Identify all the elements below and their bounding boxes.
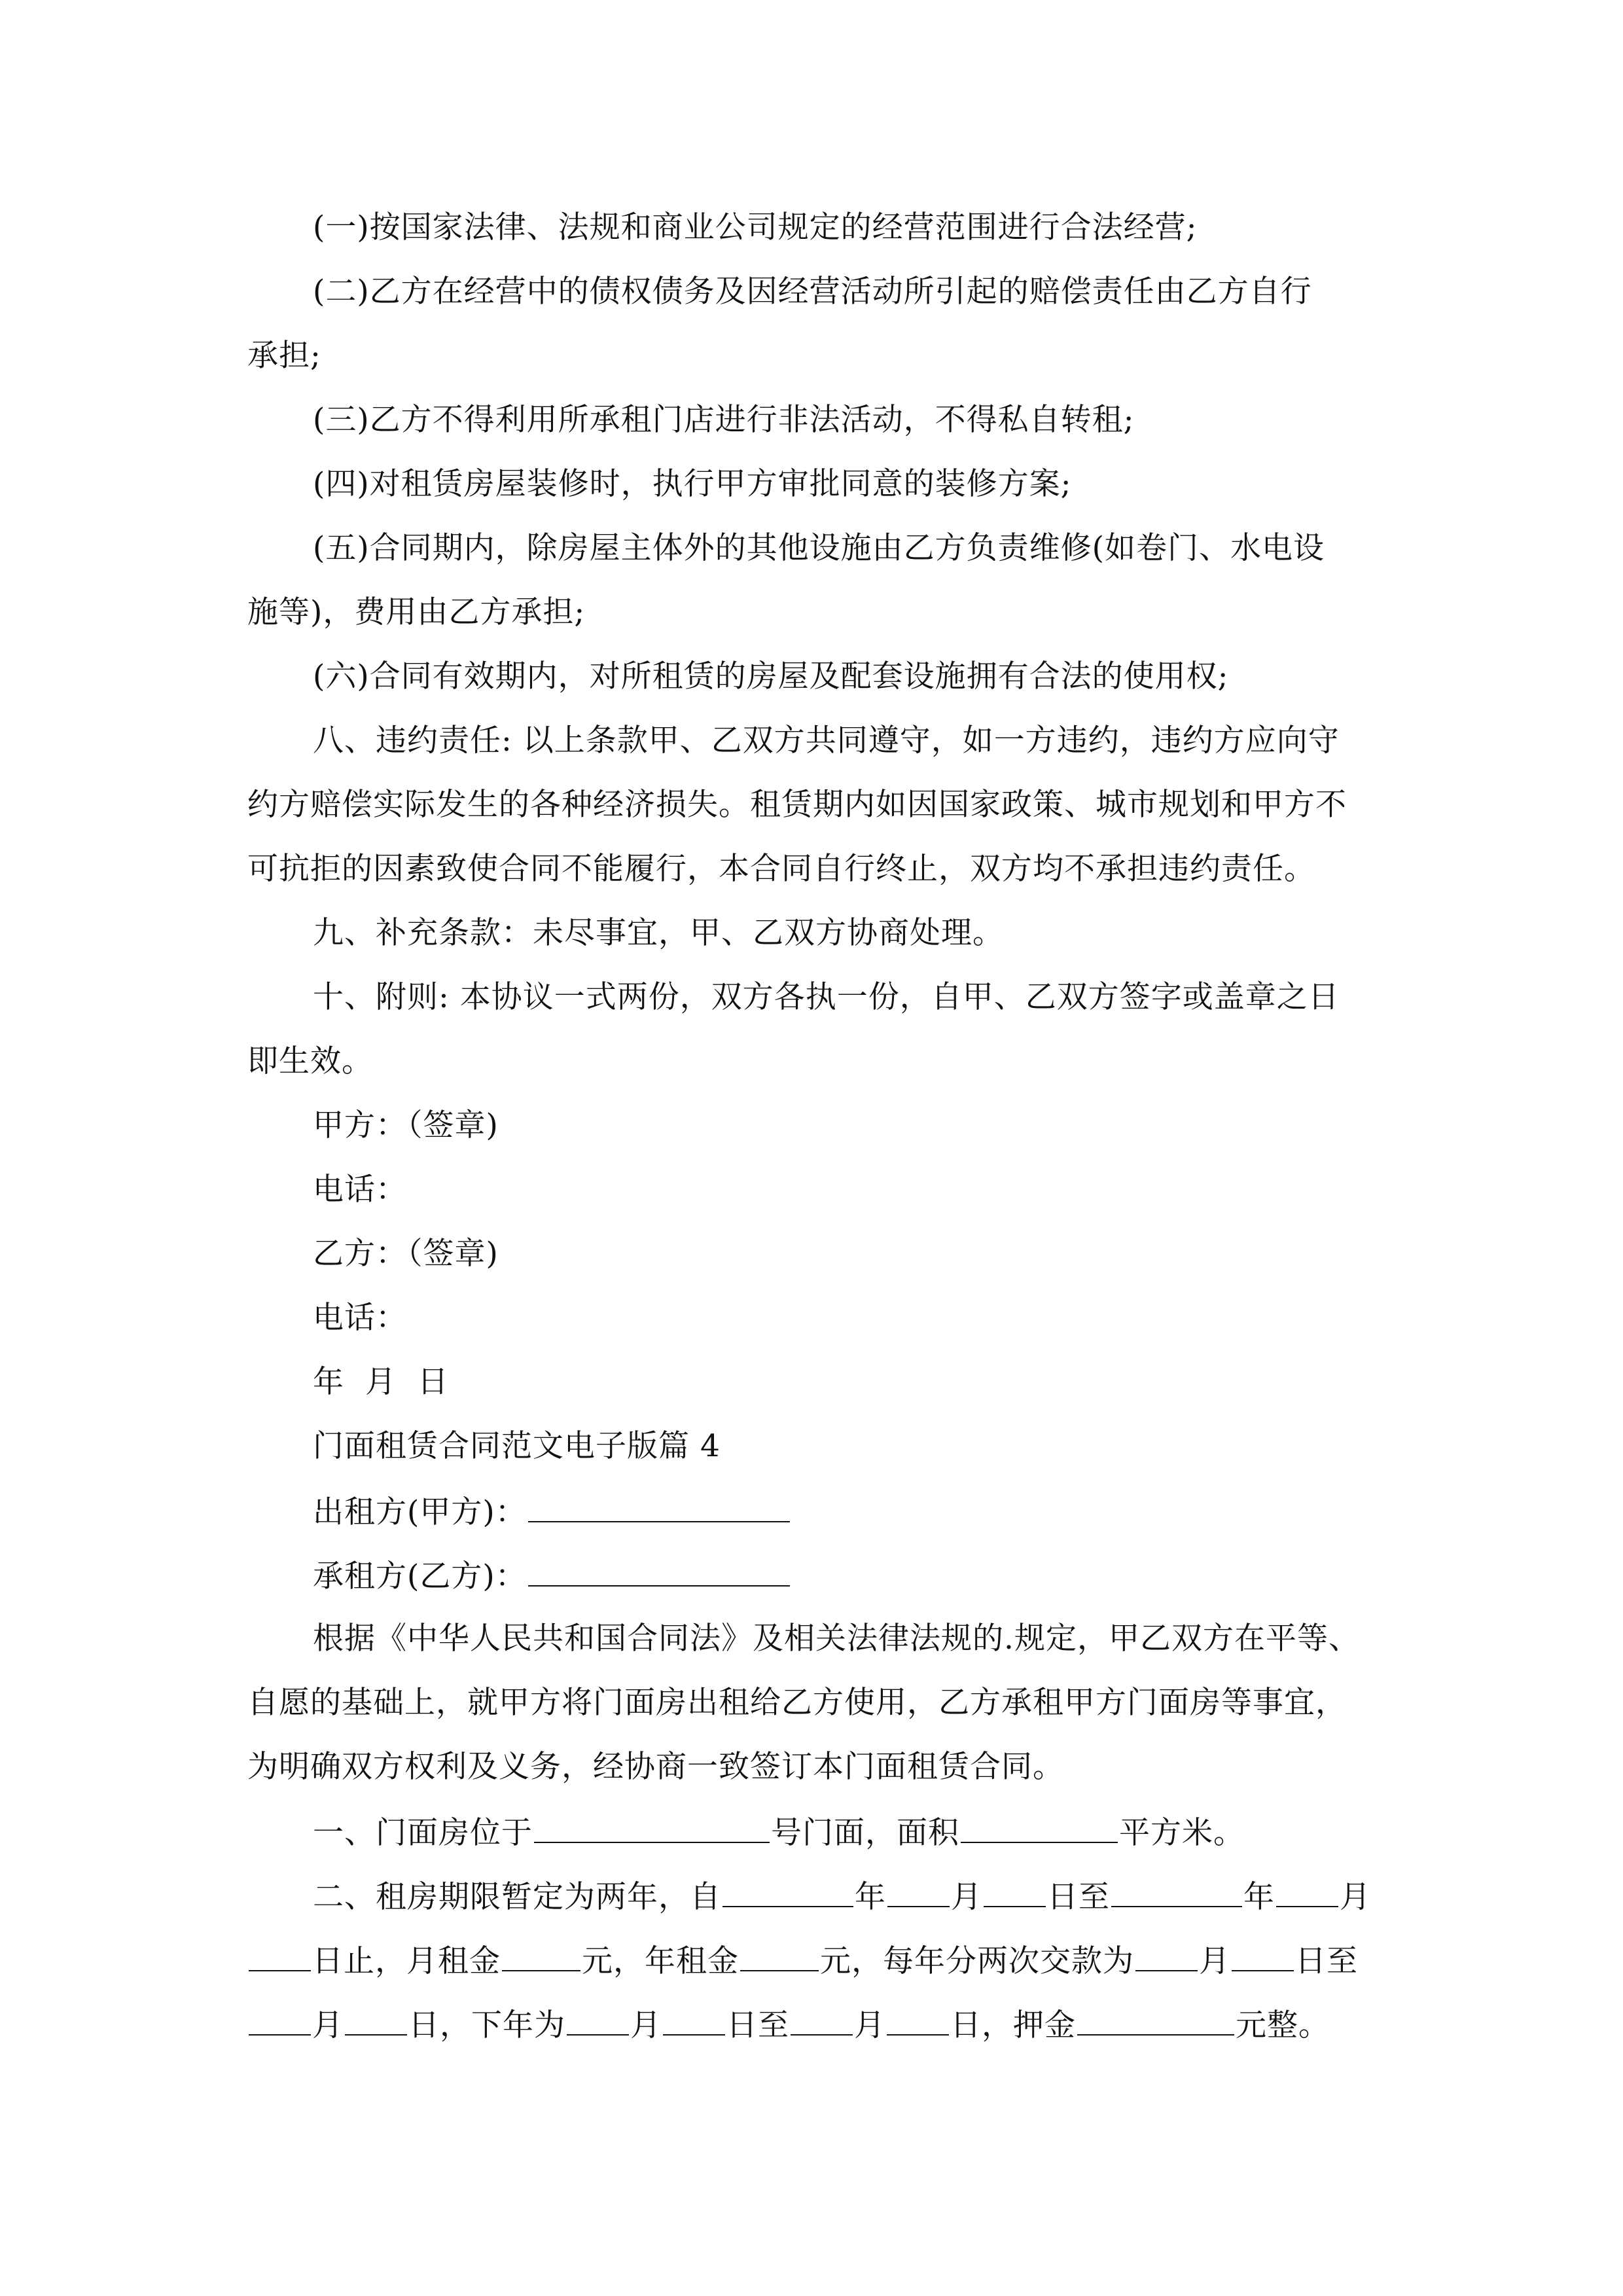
clause-1-text-a: 一、门面房位于 (313, 1815, 533, 1851)
pay2-end-month-blank (791, 2004, 853, 2036)
payment-label: 元，每年分两次交款为 (820, 1943, 1134, 1979)
lessor-label: 出租方(甲方)： (313, 1494, 527, 1530)
annual-rent-label: 元，年租金 (582, 1943, 739, 1979)
month-label: 月 (1199, 1943, 1230, 1979)
intro-line-2: 自愿的基础上，就甲方将门面房出租给乙方使用，乙方承租甲方门面房等事宜， (247, 1685, 1347, 1721)
pay1-end-day-blank (345, 2004, 407, 2036)
pay1-day-blank (1232, 1940, 1294, 1971)
clause-10-line-1: 十、附则: 本协议一式两份，双方各执一份，自甲、乙双方签字或盖章之日 (313, 979, 1340, 1015)
lessee-label: 承租方(乙方)： (313, 1558, 527, 1594)
year-label: 年 (855, 1879, 886, 1915)
lessor-line (313, 1491, 791, 1530)
day-to-label: 日至 (1047, 1879, 1110, 1915)
party-b-signature: 乙方：（签章) (313, 1236, 499, 1272)
clause-2-line-1 (313, 1876, 1371, 1915)
deposit-label: 日，押金 (950, 2007, 1076, 2043)
clause-2-text: 二、租房期限暂定为两年，自 (313, 1879, 721, 1915)
clause-7-item-1: (一)按国家法律、法规和商业公司规定的经营范围进行合法经营; (313, 209, 1198, 245)
end-year-blank (1111, 1876, 1242, 1907)
start-month-blank (887, 1876, 950, 1907)
section-title: 门面租赁合同范文电子版篇 4 (313, 1428, 721, 1464)
clause-7-item-6: (六)合同有效期内，对所租赁的房屋及配套设施拥有合法的使用权; (313, 658, 1229, 694)
month-label: 月 (854, 2007, 885, 2043)
clause-7-item-4: (四)对租赁房屋装修时，执行甲方审批同意的装修方案; (313, 466, 1072, 502)
clause-8-line-3: 可抗拒的因素致使合同不能履行，本合同自行终止，双方均不承担违约责任。 (247, 851, 1315, 887)
clause-9: 九、补充条款：未尽事宜，甲、乙双方协商处理。 (313, 915, 1004, 951)
yuan-label: 元整。 (1236, 2007, 1330, 2043)
location-blank (534, 1812, 770, 1843)
party-a-phone: 电话： (313, 1172, 407, 1208)
month-label: 月 (312, 2007, 344, 2043)
monthly-rent-label: 日止，月租金 (312, 1943, 501, 1979)
month-label: 月 (951, 1879, 982, 1915)
next-half-label: 日，下年为 (408, 2007, 565, 2043)
clause-7-item-2-line-2: 承担; (247, 338, 321, 374)
clause-7-item-2-line-1: (二)乙方在经营中的债权债务及因经营活动所引起的赔偿责任由乙方自行 (313, 274, 1312, 310)
clause-7-item-5-line-2: 施等)，费用由乙方承担; (247, 594, 586, 630)
party-a-signature: 甲方：（签章) (313, 1107, 499, 1143)
day-to-label: 日至 (726, 2007, 789, 2043)
day-to-label: 日至 (1295, 1943, 1358, 1979)
clause-2-line-2 (247, 1940, 1358, 1979)
clause-7-item-3: (三)乙方不得利用所承租门店进行非法活动，不得私自转租; (313, 402, 1135, 438)
pay1-end-month-blank (249, 2004, 311, 2036)
area-blank (961, 1812, 1118, 1843)
party-b-phone: 电话： (313, 1300, 407, 1336)
deposit-blank (1077, 2004, 1234, 2036)
pay2-end-day-blank (887, 2004, 949, 2036)
clause-1-text-c: 平方米。 (1119, 1815, 1245, 1851)
pay2-month-blank (567, 2004, 629, 2036)
lessor-blank (528, 1491, 790, 1522)
clause-8-line-2: 约方赔偿实际发生的各种经济损失。租赁期内如因国家政策、城市规划和甲方不 (247, 787, 1347, 823)
clause-10-line-2: 即生效。 (247, 1043, 373, 1079)
monthly-rent-blank (502, 1940, 580, 1971)
month-label: 月 (630, 2007, 662, 2043)
lessee-line (313, 1555, 791, 1594)
intro-line-3: 为明确双方权利及义务，经协商一致签订本门面租赁合同。 (247, 1749, 1064, 1785)
annual-rent-blank (740, 1940, 819, 1971)
start-day-blank (984, 1876, 1046, 1907)
clause-2-line-3 (247, 2004, 1330, 2043)
pay1-month-blank (1135, 1940, 1198, 1971)
clause-1 (313, 1812, 1245, 1851)
signing-date: 年 月 日 (313, 1364, 449, 1400)
month-label: 月 (1340, 1879, 1371, 1915)
year-label: 年 (1243, 1879, 1275, 1915)
lessee-blank (528, 1555, 790, 1587)
end-day-blank (249, 1940, 311, 1971)
end-month-blank (1276, 1876, 1338, 1907)
clause-8-line-1: 八、违约责任: 以上条款甲、乙双方共同遵守，如一方违约，违约方应向守 (313, 723, 1340, 759)
clause-1-text-b: 号门面，面积 (771, 1815, 959, 1851)
intro-line-1: 根据《中华人民共和国合同法》及相关法律法规的.规定，甲乙双方在平等、 (313, 1621, 1360, 1657)
start-year-blank (722, 1876, 853, 1907)
clause-7-item-5-line-1: (五)合同期内，除房屋主体外的其他设施由乙方负责维修(如卷门、水电设 (313, 530, 1325, 566)
pay2-day-blank (663, 2004, 725, 2036)
